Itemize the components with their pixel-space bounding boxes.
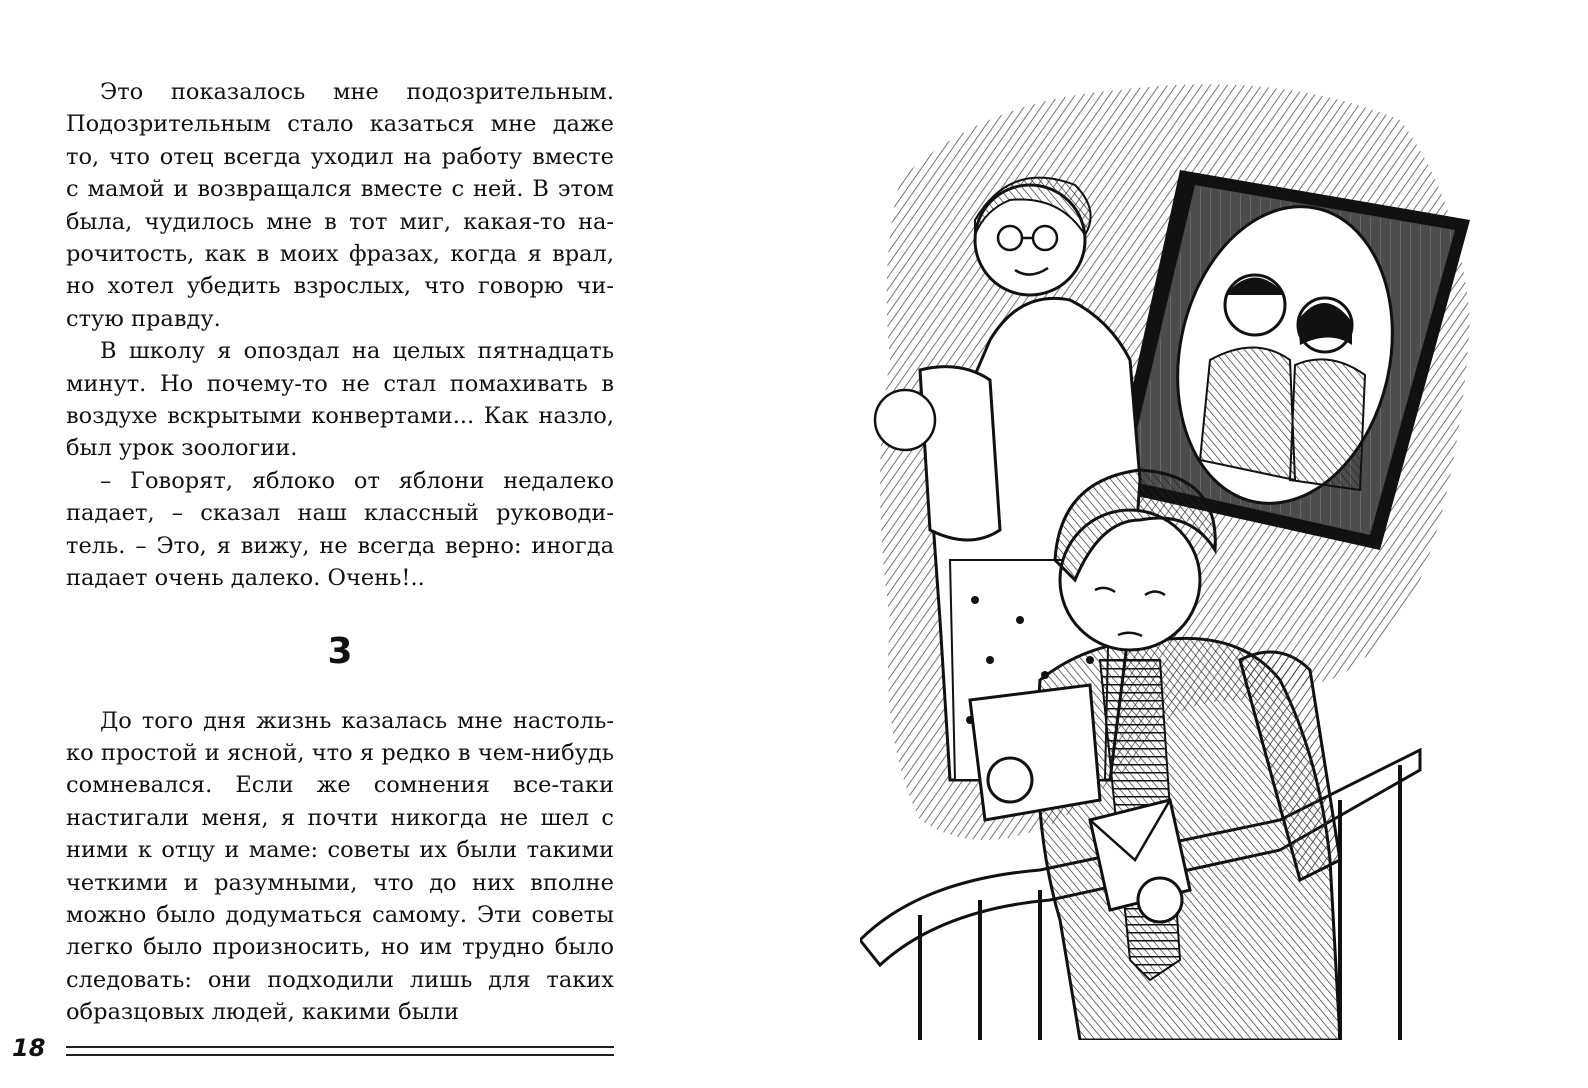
chapter-number: 3 — [327, 630, 353, 672]
paragraph-3: – Говорят, яблоко от яблони недалеко падает, – сказал наш классный руководитель. – Это, я вижу, не всегда верно: иногда падает очень далеко. Очень!.. — [66, 467, 614, 592]
page-footer — [12, 1034, 614, 1064]
page-number: 18 — [12, 1034, 46, 1062]
body-text — [66, 76, 614, 1029]
footer-double-rule — [66, 1046, 614, 1056]
paragraph-2: В школу я опоздал на целых пятнадцать минут. Но почему-то не стал помахивать в воздухе вскрытыми конвертами... Как назло, был урок зоологии. — [66, 338, 614, 462]
illustration — [860, 60, 1480, 1040]
left-page — [0, 0, 660, 1088]
paragraph-1: Это показалось мне подозрительным. Подозрительным стало казаться мне даже то, что отец всегда уходил на работу вместе с мамой и возвращался вместе с ней. В этом была, чудилось мне в тот миг, какая-то нарочитость, как в моих фразах, когда я врал, но хотел убедить взрослых, что говорю чистую правду. — [66, 79, 614, 332]
paragraph-4: До того дня жизнь казалась мне настолько простой и ясной, что я редко в чем-нибудь сомневался. Если же сомнения все-таки настигали меня, я почти никогда не шел с ними к отцу и маме: советы их были такими четкими и разумными, что до них вполне можно было додуматься самому. Эти советы легко было произносить, но им трудно было следовать: они подходили лишь для таких образцовых людей, какими были — [66, 707, 614, 1026]
ink-drawing-icon — [860, 60, 1480, 1040]
